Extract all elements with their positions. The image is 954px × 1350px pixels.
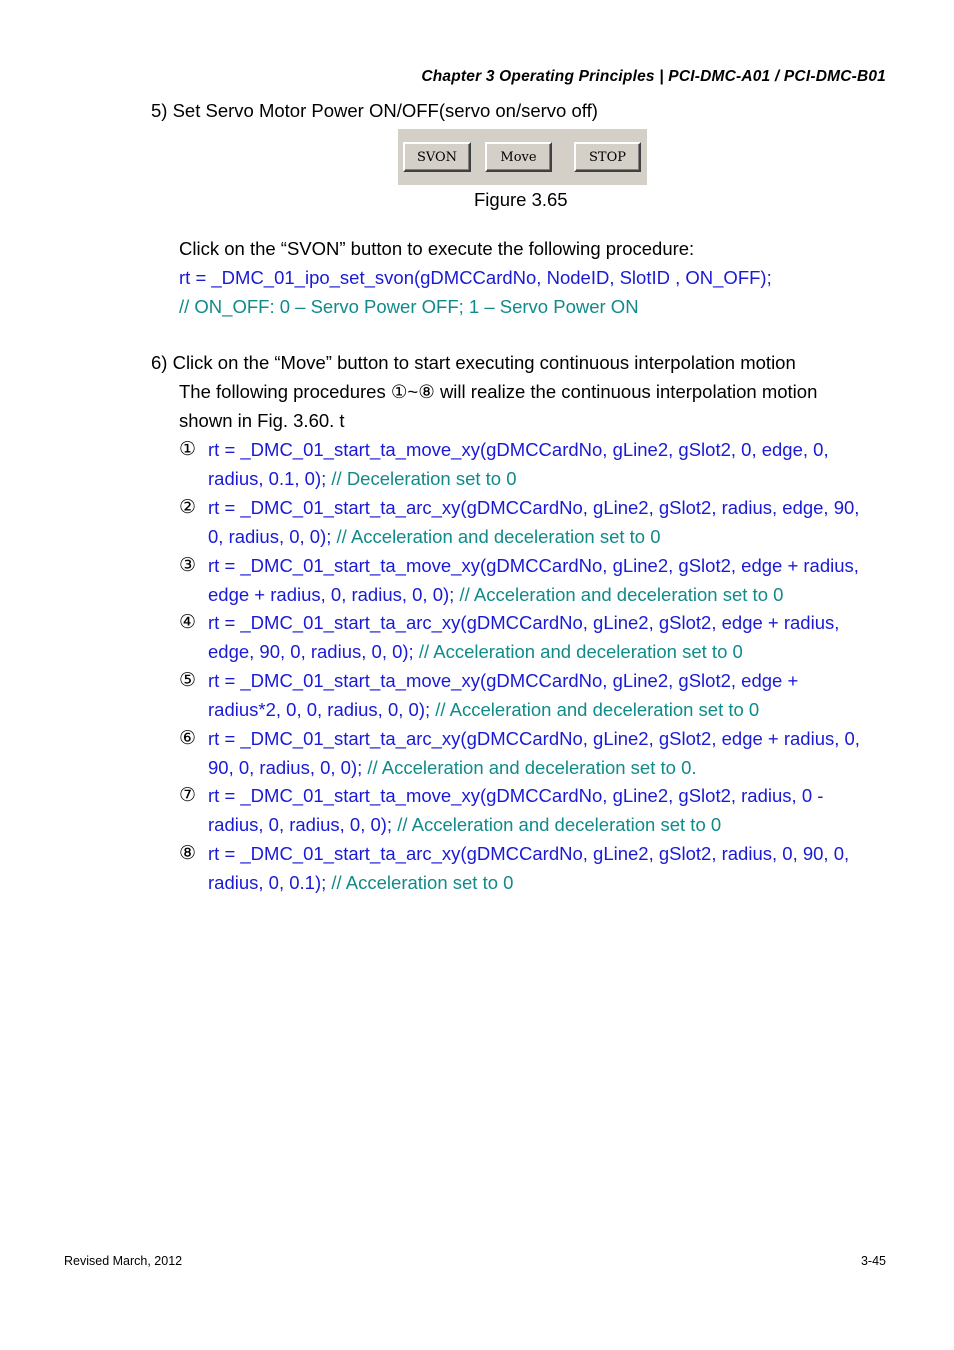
footer-page-number: 3-45 — [860, 1254, 886, 1268]
step-comment: // Deceleration set to 0 — [326, 468, 517, 489]
step-code-line-1: rt = _DMC_01_start_ta_arc_xy(gDMCCardNo, gLine2, gSlot2, edge + radius, 0, — [208, 728, 860, 749]
step-code-line-1: rt = _DMC_01_start_ta_move_xy(gDMCCardNo, gLine2, gSlot2, 0, edge, 0, — [208, 439, 829, 460]
step-line-2 — [208, 640, 743, 664]
step-code-line-2: edge, 90, 0, radius, 0, 0); — [208, 641, 414, 662]
step-code-line-1: rt = _DMC_01_start_ta_arc_xy(gDMCCardNo, gLine2, gSlot2, radius, 0, 90, 0, — [208, 843, 850, 864]
footer-revision: Revised March, 2012 — [64, 1254, 183, 1268]
step-code-line-1: rt = _DMC_01_start_ta_move_xy(gDMCCardNo, gLine2, gSlot2, edge + radius, — [208, 555, 859, 576]
move-button[interactable]: Move — [485, 142, 552, 172]
step-line-2 — [208, 698, 759, 722]
step-comment: // Acceleration and deceleration set to 0 — [454, 584, 784, 605]
step-line-2 — [208, 871, 513, 895]
step-comment: // Acceleration and deceleration set to 0 — [392, 814, 722, 835]
step-code-line-2: 90, 0, radius, 0, 0); — [208, 757, 363, 778]
button-panel — [398, 129, 647, 185]
page-header: Chapter 3 Operating Principles | PCI-DMC-A01 / PCI-DMC-B01 — [421, 68, 886, 85]
step-number: ⑦ — [179, 785, 197, 806]
step-number: ④ — [179, 612, 197, 633]
step-code-line-1: rt = _DMC_01_start_ta_move_xy(gDMCCardNo, gLine2, gSlot2, radius, 0 - — [208, 785, 824, 806]
svon-code: rt = _DMC_01_ipo_set_svon(gDMCCardNo, NodeID, SlotID , ON_OFF); — [179, 267, 772, 288]
section-5-heading: 5) Set Servo Motor Power ON/OFF(servo on/servo off) — [151, 100, 598, 121]
step-number: ⑥ — [179, 728, 197, 749]
step-code-line-1: rt = _DMC_01_start_ta_arc_xy(gDMCCardNo, gLine2, gSlot2, radius, edge, 90, — [208, 497, 860, 518]
step-code-line-2: radius*2, 0, 0, radius, 0, 0); — [208, 699, 431, 720]
step-code-line-2: radius, 0, 0.1); — [208, 872, 327, 893]
step-line-2 — [208, 813, 721, 837]
svon-intro: Click on the “SVON” button to execute the following procedure: — [179, 238, 695, 259]
step-number: ⑧ — [179, 843, 197, 864]
section-6-intro-1: The following procedures ①~⑧ will realize the continuous interpolation motion — [179, 381, 818, 402]
step-line-2 — [208, 467, 517, 491]
step-code-line-1: rt = _DMC_01_start_ta_arc_xy(gDMCCardNo, gLine2, gSlot2, edge + radius, — [208, 612, 840, 633]
step-line-2 — [208, 525, 661, 549]
step-code-line-2: 0, radius, 0, 0); — [208, 526, 332, 547]
step-line-2 — [208, 756, 697, 780]
step-code-line-1: rt = _DMC_01_start_ta_move_xy(gDMCCardNo, gLine2, gSlot2, edge + — [208, 670, 799, 691]
step-code-line-2: edge + radius, 0, radius, 0, 0); — [208, 584, 455, 605]
step-comment: // Acceleration set to 0 — [326, 872, 514, 893]
step-number: ③ — [179, 555, 197, 576]
figure-caption: Figure 3.65 — [474, 189, 568, 210]
step-number: ⑤ — [179, 670, 197, 691]
step-comment: // Acceleration and deceleration set to 0 — [413, 641, 743, 662]
section-6-intro-2: shown in Fig. 3.60. t — [179, 410, 345, 431]
step-code-line-2: radius, 0.1, 0); — [208, 468, 327, 489]
step-number: ② — [179, 497, 197, 518]
step-comment: // Acceleration and deceleration set to 0 — [331, 526, 661, 547]
step-line-2 — [208, 583, 783, 607]
svon-button[interactable]: SVON — [403, 142, 471, 172]
stop-button[interactable]: STOP — [574, 142, 641, 172]
step-comment: // Acceleration and deceleration set to 0. — [362, 757, 697, 778]
svon-comment: // ON_OFF: 0 – Servo Power OFF; 1 – Servo Power ON — [179, 296, 639, 317]
step-code-line-2: radius, 0, radius, 0, 0); — [208, 814, 393, 835]
step-number: ① — [179, 439, 197, 460]
step-comment: // Acceleration and deceleration set to 0 — [430, 699, 760, 720]
section-6-heading: 6) Click on the “Move” button to start executing continuous interpolation motion — [151, 352, 796, 373]
